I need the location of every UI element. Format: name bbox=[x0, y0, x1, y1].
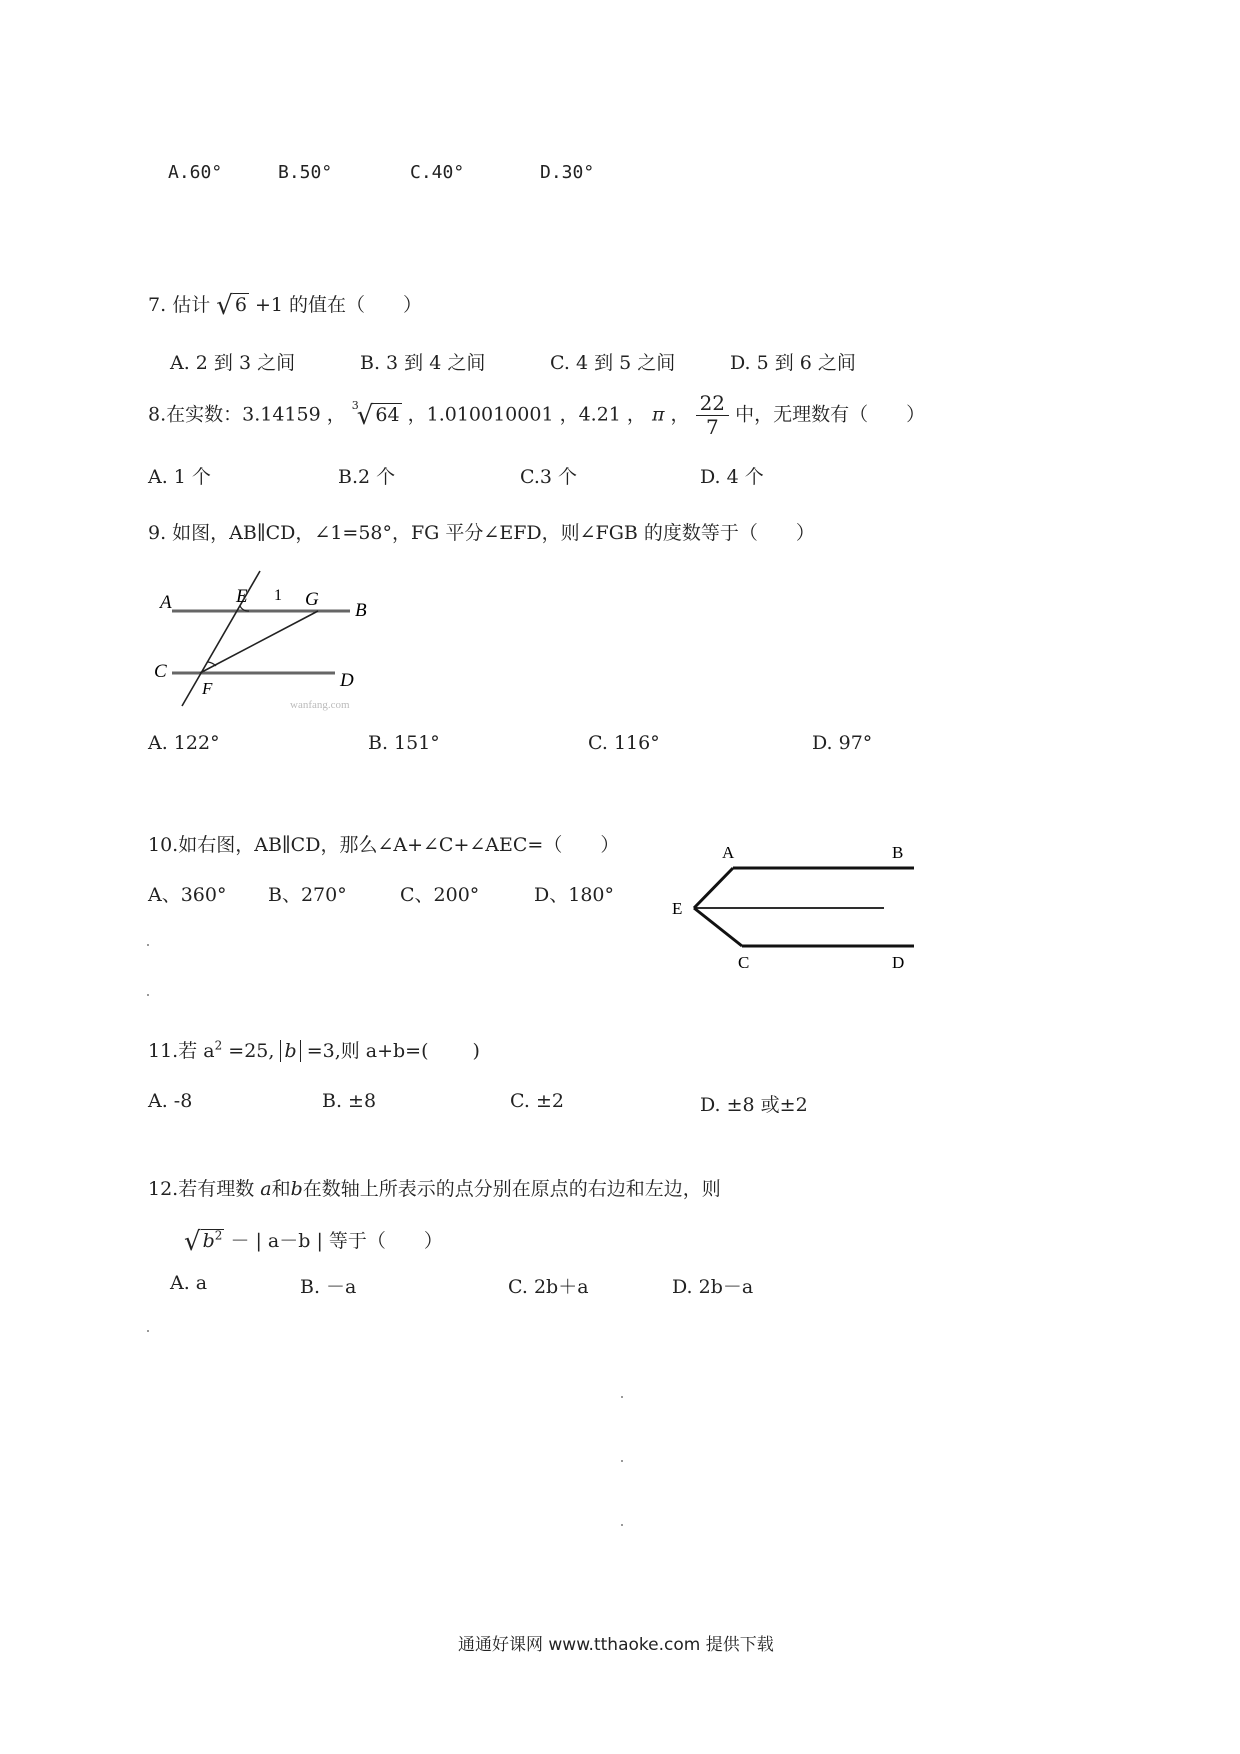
scan-dot bbox=[621, 1460, 623, 1462]
q10-label-a: A bbox=[722, 843, 735, 862]
q6-option-a: A.60° bbox=[168, 162, 223, 183]
q11-stem bbox=[148, 1036, 480, 1063]
q9-stem: 9. 如图，AB∥CD，∠1=58°，FG 平分∠EFD，则∠FGB 的度数等于（ ） bbox=[148, 522, 815, 544]
q7-number: 7. bbox=[148, 294, 167, 316]
q9-option-d: D. 97° bbox=[812, 732, 873, 754]
q12-option-a: A. a bbox=[170, 1272, 208, 1294]
q8-stem bbox=[148, 392, 925, 439]
q12-option-c: C. 2b＋a bbox=[508, 1276, 589, 1298]
q9-option-a: A. 122° bbox=[148, 732, 220, 754]
q9-line-ef bbox=[182, 571, 260, 706]
q11-mid: =25, bbox=[228, 1040, 275, 1062]
q8-option-c: C.3 个 bbox=[520, 466, 578, 488]
q10-option-a: A、360° bbox=[148, 884, 227, 906]
q7-option-a: A. 2 到 3 之间 bbox=[170, 352, 296, 374]
q9-figure bbox=[150, 566, 390, 716]
q8-option-a: A. 1 个 bbox=[148, 466, 211, 488]
q8-frac-num: 22 bbox=[696, 392, 729, 416]
q9-option-c: C. 116° bbox=[588, 732, 660, 754]
q7-after: +1 的值在（ ） bbox=[254, 294, 423, 316]
q10-option-d: D、180° bbox=[534, 884, 614, 906]
q7-radicand: 6 bbox=[234, 294, 247, 316]
q7-stem bbox=[148, 288, 423, 321]
q8-sep: ， bbox=[670, 403, 690, 426]
q10-option-b: B、270° bbox=[268, 884, 347, 906]
q9-label-d: D bbox=[340, 670, 354, 691]
q10-stem: 10.如右图，AB∥CD，那么∠A+∠C+∠AEC=（ ） bbox=[148, 834, 620, 856]
q8-suffix: 中，无理数有（ ） bbox=[735, 403, 926, 426]
q10-line-ec bbox=[694, 908, 742, 946]
q8-pi: π bbox=[651, 403, 665, 426]
q12-line1-a: 12.若有理数 bbox=[148, 1178, 255, 1200]
q8-option-d: D. 4 个 bbox=[700, 466, 764, 488]
scan-dot bbox=[621, 1396, 623, 1398]
q10-line-ae bbox=[694, 868, 733, 908]
q12-option-b: B. －a bbox=[300, 1276, 357, 1298]
q9-label-g: G bbox=[305, 589, 319, 610]
q12-stem-line1 bbox=[148, 1174, 721, 1201]
page-footer: 通通好课网 www.tthaoke.com 提供下载 bbox=[458, 1635, 774, 1655]
q10-label-b: B bbox=[892, 843, 904, 862]
q12-radicand-exp: 2 bbox=[214, 1228, 223, 1243]
scan-dot bbox=[147, 994, 149, 996]
q12-option-d: D. 2b－a bbox=[672, 1276, 754, 1298]
q12-var-a: a bbox=[260, 1178, 272, 1200]
q9-label-f: F bbox=[202, 679, 213, 698]
q9-label-b: B bbox=[355, 600, 367, 621]
q8-cube-root: $^3$√ 64 bbox=[351, 398, 400, 431]
q11-abs-b: b bbox=[280, 1040, 300, 1062]
q9-angle-f-arc bbox=[208, 662, 216, 666]
q10-label-c: C bbox=[738, 953, 750, 972]
q10-figure bbox=[666, 836, 926, 976]
q12-line2: － | a－b | 等于（ ） bbox=[230, 1230, 443, 1252]
q11-suffix: =3,则 a+b=( ) bbox=[306, 1040, 480, 1062]
q12-stem-line2 bbox=[184, 1224, 443, 1257]
q7-before: 估计 bbox=[172, 294, 211, 316]
q7-option-b: B. 3 到 4 之间 bbox=[360, 352, 486, 374]
q8-frac-den: 7 bbox=[705, 415, 719, 439]
q7-sqrt: √ 6 bbox=[216, 291, 247, 321]
q6-option-c: C.40° bbox=[410, 162, 465, 183]
q10-label-e: E bbox=[672, 899, 683, 918]
q9-line-fg bbox=[200, 611, 318, 673]
q10-label-d: D bbox=[892, 953, 905, 972]
q11-option-a: A. -8 bbox=[148, 1090, 193, 1112]
scan-dot bbox=[147, 1330, 149, 1332]
q12-var-b: b bbox=[290, 1178, 303, 1200]
q8-prefix: 8.在实数：3.14159 ， bbox=[148, 403, 346, 426]
q8-middle: ，1.010010001 ，4.21 ， bbox=[407, 403, 646, 426]
q9-option-b: B. 151° bbox=[368, 732, 440, 754]
q11-option-b: B. ±8 bbox=[322, 1090, 377, 1112]
q11-prefix: 11.若 a bbox=[148, 1040, 215, 1062]
q12-radicand-var: b bbox=[202, 1230, 215, 1252]
q10-option-c: C、200° bbox=[400, 884, 480, 906]
q12-sqrt: √ $b^2$ bbox=[184, 1227, 223, 1257]
q9-label-e: E bbox=[236, 586, 248, 607]
q6-option-b: B.50° bbox=[278, 162, 333, 183]
q9-label-angle: 1 bbox=[274, 587, 282, 604]
scan-dot bbox=[621, 1524, 623, 1526]
q6-option-d: D.30° bbox=[540, 162, 595, 183]
q7-option-d: D. 5 到 6 之间 bbox=[730, 352, 856, 374]
q12-line1-c: 在数轴上所表示的点分别在原点的右边和左边，则 bbox=[302, 1178, 721, 1200]
q7-option-c: C. 4 到 5 之间 bbox=[550, 352, 676, 374]
q8-fraction bbox=[696, 392, 729, 439]
q9-label-c: C bbox=[154, 661, 167, 682]
q9-label-a: A bbox=[160, 592, 172, 613]
q8-cube-radicand: 64 bbox=[375, 403, 400, 426]
q8-option-b: B.2 个 bbox=[338, 466, 396, 488]
q11-option-d: D. ±8 或±2 bbox=[700, 1094, 808, 1116]
scan-dot bbox=[147, 944, 149, 946]
q12-line1-b: 和 bbox=[271, 1178, 291, 1200]
q9-watermark: wanfang.com bbox=[290, 699, 350, 711]
q8-cube-index: 3 bbox=[351, 398, 359, 412]
q11-exponent: 2 bbox=[214, 1038, 223, 1053]
q11-option-c: C. ±2 bbox=[510, 1090, 564, 1112]
